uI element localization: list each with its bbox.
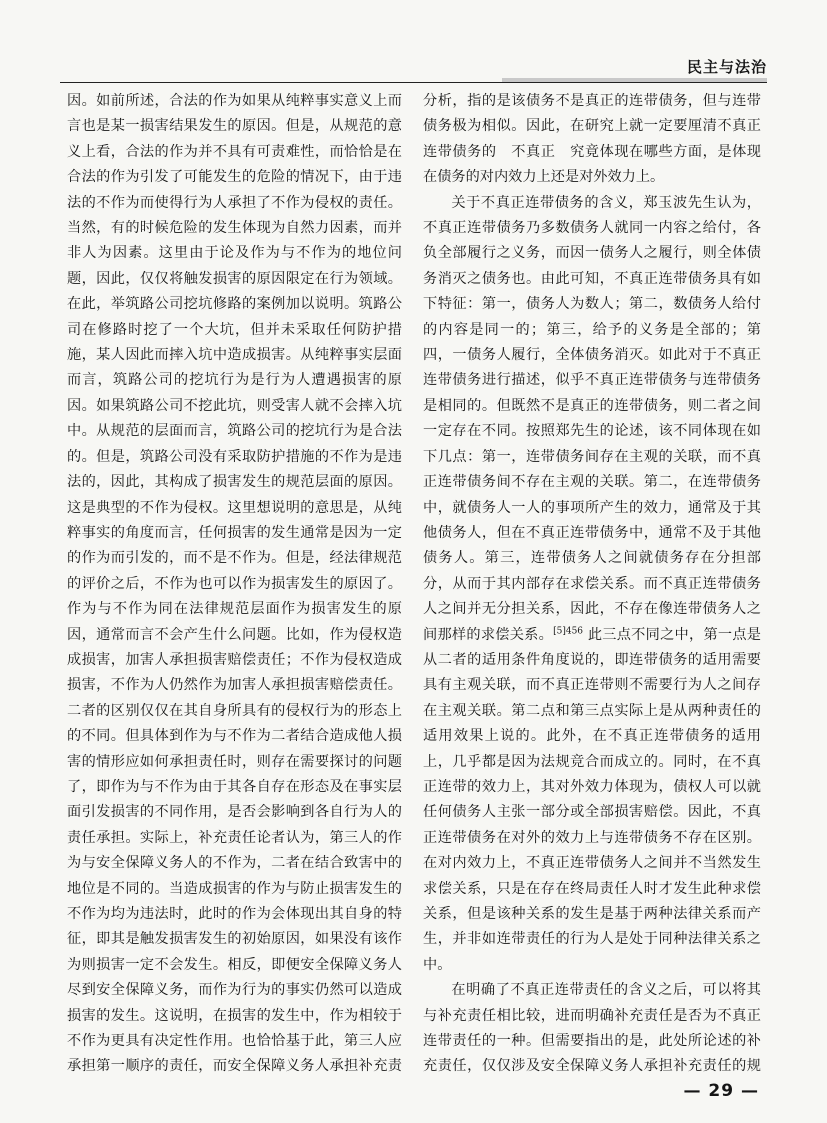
left-column (67, 89, 402, 1074)
paragraph-text: 在明确了不真正连带责任的含义之后，可以将其与补充责任相比较，进而明确补充责任是否为不真正连带责任的一种。但需要指出的是，此处所论述的补充责任，仅仅涉及安全保障义务人承担补充责任的规 (423, 982, 761, 1074)
citation-marker: [5]456 (553, 625, 584, 636)
page-number: — 29 — (683, 1081, 759, 1101)
paragraph-text: 关于不真正连带债务的含义，郑玉波先生认为，不真正连带债务乃多数债务人就同一内容之给付，各负全部履行之义务，而因一债务人之履行，则全体债务消灭之债务也。由此可知，不真正连带债务具有如下特征：第一，债务人为数人；第二，数债务人给付的内容是同一的；第三，给予的义务是全部的；第四，一债务人履行，全体债务消灭。如此对于不真正连带债务进行描述，似乎不真正连带债务与连带债务是相同的。但既然不是真正的连带债务，则二者之间一定存在不同。按照郑先生的论述，该不同体现在如下几点：第一，连带债务间存在主观的关联，而不真正连带债务间不存在主观的关联。第二，在连带债务中，就债务人一人的事项所产生的效力，通常及于其他债务人，但在不真正连带债务中，通常不及于其他债务人。第三，连带债务人之间就债务存在分担部分，从而于其内部存在求偿关系。而不真正连带债务人之间并无分担关系，因此，不存在像连带债务人之间那样的求偿关系。 (423, 194, 761, 643)
paragraph: 分析，指的是该债务不是真正的连带债务，但与连带债务极为相似。因此，在研究上就一定要厘清不真正连带债务的 不真正 究竟体现在哪些方面，是体现在债务的对内效力上还是对外效力上。 (423, 93, 761, 186)
running-header (60, 52, 767, 83)
section-title: 民主与法治 (686, 58, 767, 76)
paragraph: 因。如前所述，合法的作为如果从纯粹事实意义上而言也是某一损害结果发生的原因。但是，从规范的意义上看，合法的作为并不具有可责难性，而恰恰是在合法的作为引发了可能发生的危险的情况下，由于违法的不作为而使得行为人承担了不作为侵权的责任。当然，有的时候危险的发生体现为自然力因素，而并非人为因素。这里由于论及作为与不作为的地位问题，因此，仅仅将触发损害的原因限定在行为领域。在此，举筑路公司挖坑修路的案例加以说明。筑路公司在修路时挖了一个大坑，但并未采取任何防护措施，某人因此而摔入坑中造成损害。从纯粹事实层面而言，筑路公司的挖坑行为是行为人遭遇损害的原因。如果筑路公司不挖此坑，则受害人就不会摔入坑中。从规范的层面而言，筑路公司的挖坑行为是合法的。但是，筑路公司没有采取防护措施的不作为是违法的，因此，其构成了损害发生的规范层面的原因。这是典型的不作为侵权。这里想说明的意思是，从纯粹事实的角度而言，任何损害的发生通常是因为一定的作为而引发的，而不是不作为。但是，经法律规范的评价之后，不作为也可以作为损害发生的原因了。作为与不作为同在法律规范层面作为损害发生的原因，通常而言不会产生什么问题。比如，作为侵权造成损害，加害人承担损害赔偿责任；不作为侵权造成损害，不作为人仍然作为加害人承担损害赔偿责任。二者的区别仅仅在其自身所具有的侵权行为的形态上的不同。但具体到作为与不作为二者结合造成他人损害的情形应如何承担责任时，则存在需要探讨的问题了，即作为与不作为由于其各自存在形态及在事实层面引发损害的不同作用，是否会影响到各自行为人的责任承担。实际上，补充责任论者认为，第三人的作为与安全保障义务人的不作为，二者在结合致害中的地位是不同的。当造成损害的作为与防止损害发生的不作为均为违法时，此时的作为会体现出其自身的特征，即其是触发损害发生的初始原因，如果没有该作为则损害一定不会发生。相反，即便安全保障义务人尽到安全保障义务，而作为行为的事实仍然可以造成损害的发生。这说明，在损害的发生中，作为相较于不作为更具有决定性作用。也恰恰基于此，第三人应承担第一顺序的责任，而安全保障义务人承担补充责 (67, 93, 402, 1074)
right-column (423, 89, 761, 1074)
header-accent-bar (502, 78, 767, 82)
paragraph (423, 191, 761, 979)
paragraph-text: 此三点不同之中，第一点是从二者的适用条件角度说的，即连带债务的适用需要具有主观关联，而不真正连带则不需要行为人之间存在主观关联。第二点和第三点实际上是从两种责任的适用效果上说的。此外，在不真正连带债务的适用上，几乎都是因为法规竞合而成立的。同时，在不真正连带的效力上，其对外效力体现为，债权人可以就任何债务人主张一部分或全部损害赔偿。因此，不真正连带债务在对外的效力上与连带债务不存在区别。在对内效力上，不真正连带债务人之间并不当然发生求偿关系，只是在存在终局责任人时才发生此种求偿关系，但是该种关系的发生是基于两种法律关系而产生，并非如连带责任的行为人是处于同种法律关系之中。 (423, 626, 761, 973)
paragraph (423, 978, 761, 1074)
